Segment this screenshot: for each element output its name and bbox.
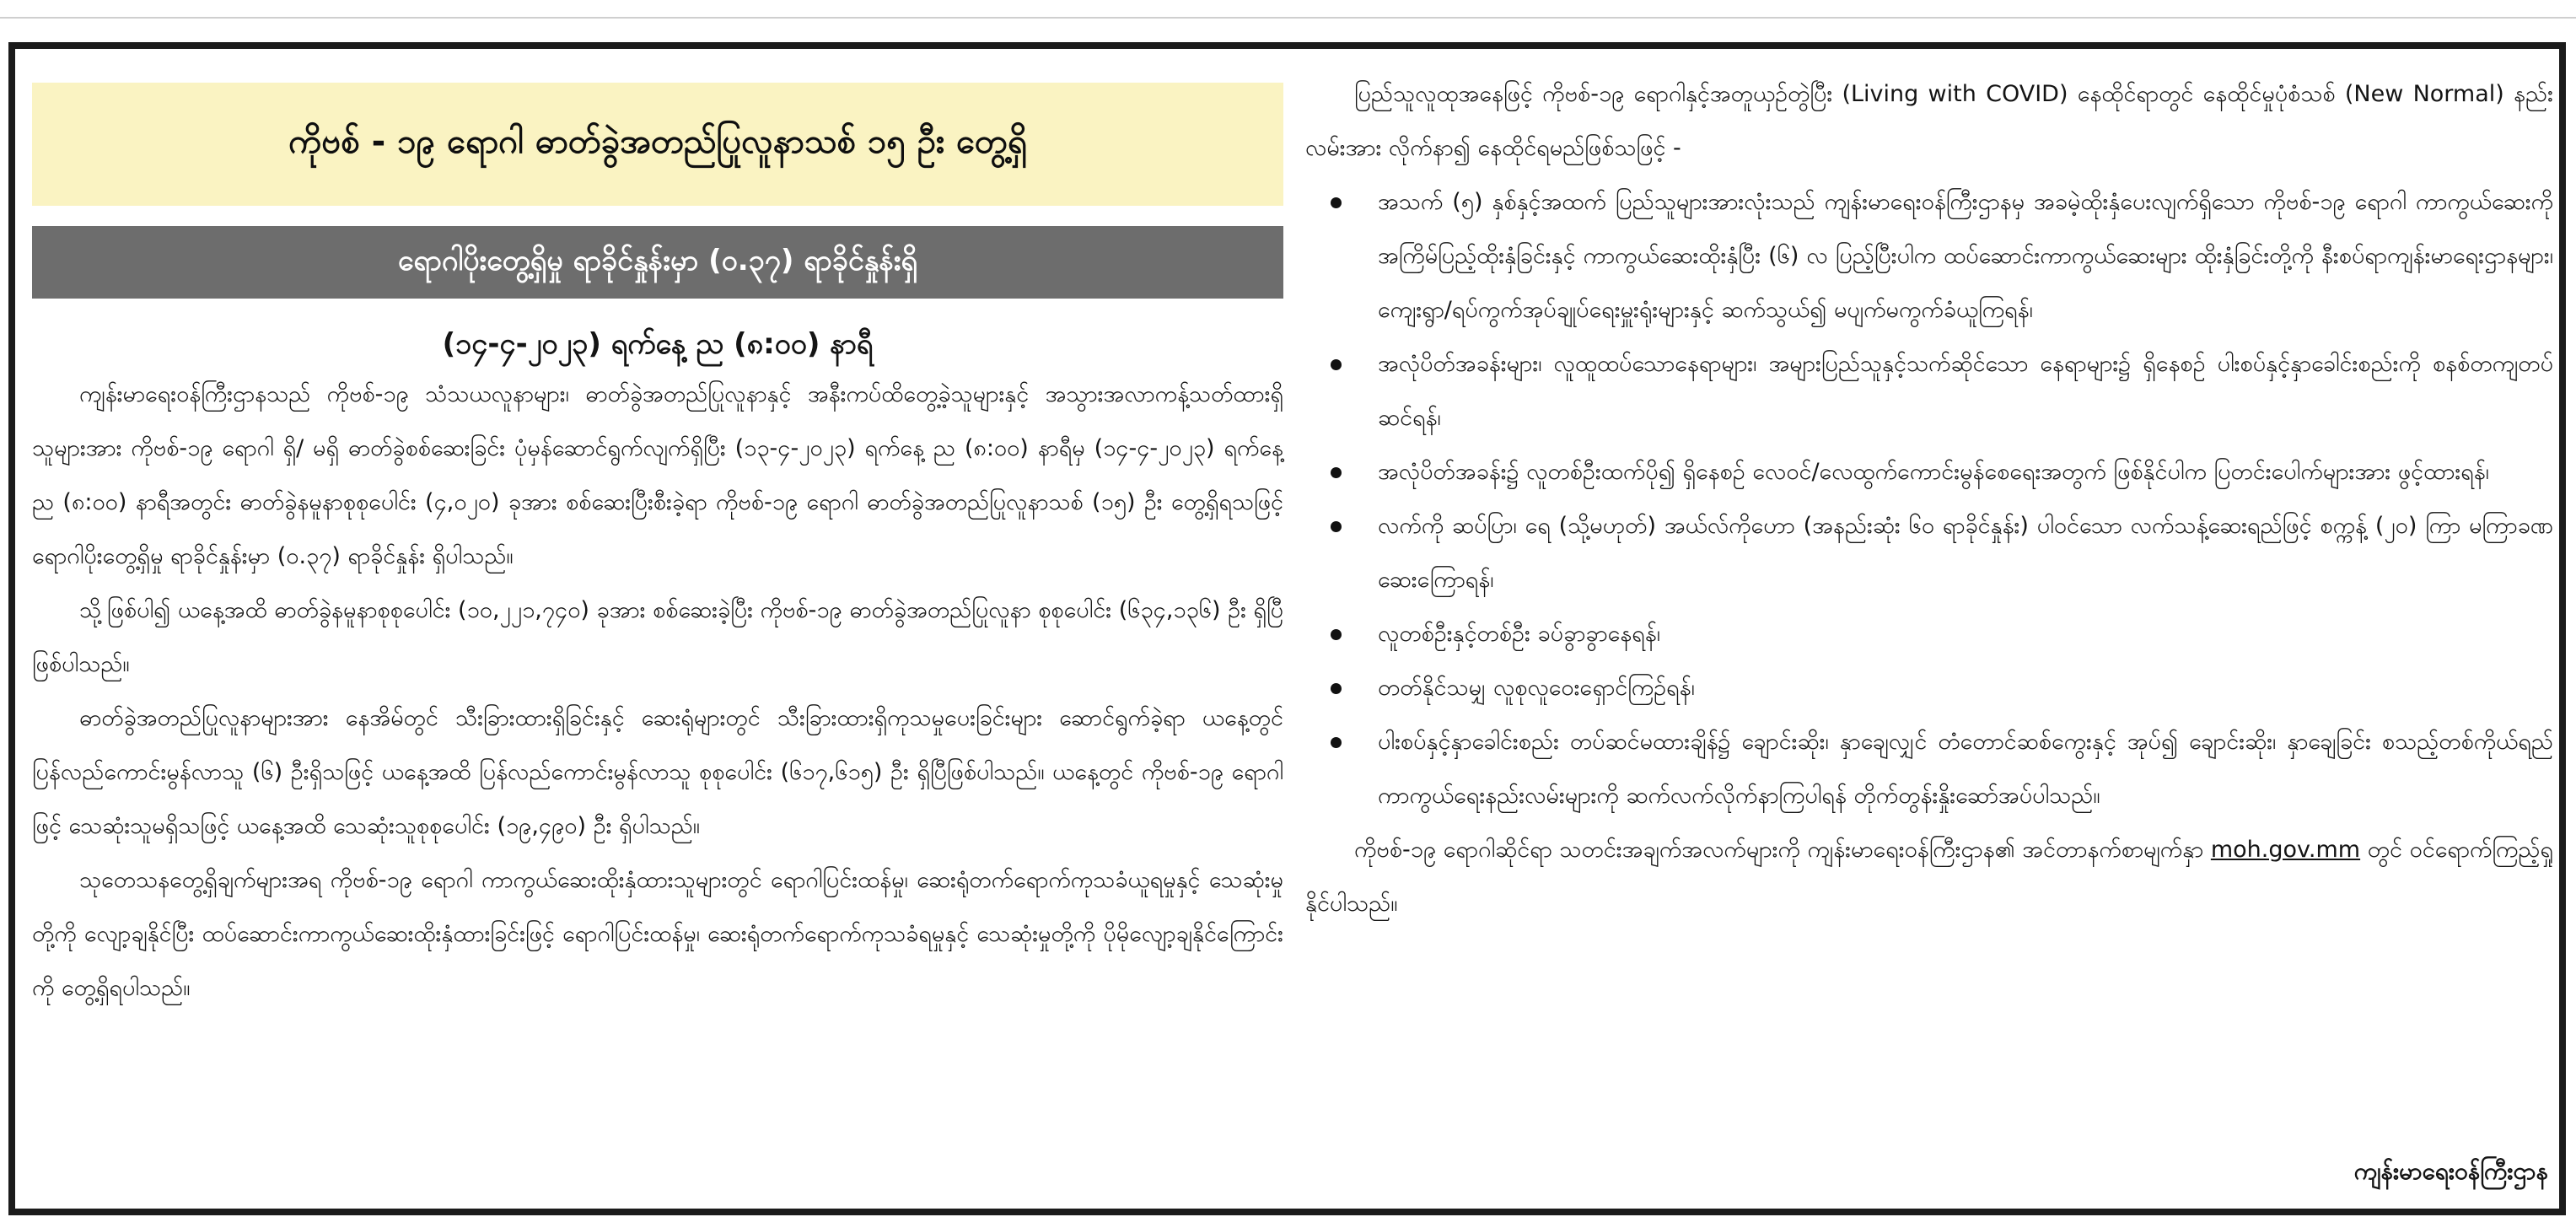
- list-item-text: လူတစ်ဦးနှင့်တစ်ဦး ခပ်ခွာခွာနေရန်၊: [1378, 621, 1660, 647]
- ministry-signature: ကျန်းမာရေးဝန်ကြီးဌာန: [2353, 1157, 2548, 1185]
- list-item: [1305, 715, 2553, 823]
- bullet-icon: [1331, 359, 1342, 370]
- list-item: [1305, 175, 2553, 337]
- bullet-icon: [1331, 521, 1342, 532]
- body-paragraph: ဓာတ်ခွဲအတည်ပြုလူနာများအား နေအိမ်တွင် သီးခြားထားရှိခြင်းနှင့် ဆေးရုံများတွင် သီးခြားထားရှိကုသမှုပေးခြင်းများ ဆောင်ရွက်ခဲ့ရာ ယနေ့တွင် ပြန်လည်ကောင်းမွန်လာသူ (၆) ဦးရှိသဖြင့် ယနေ့အထိ ပြန်လည်ကောင်းမွန်လာသူ စုစုပေါင်း (၆၁၇,၆၁၅) ဦး ရှိပြီဖြစ်ပါသည်။ ယနေ့တွင် ကိုဗစ်-၁၉ ရောဂါဖြင့် သေဆုံးသူမရှိသဖြင့် ယနေ့အထိ သေဆုံးသူစုစုပေါင်း (၁၉,၄၉၀) ဦး ရှိပါသည်။: [32, 705, 1283, 839]
- list-item: [1305, 445, 2553, 499]
- top-rule: [0, 17, 2576, 19]
- subheadline: ရောဂါပိုးတွေ့ရှိမှု ရာခိုင်နှုန်းမှာ (၀.၃၇) ရာခိုင်နှုန်းရှိ: [397, 243, 918, 277]
- bullet-icon: [1331, 629, 1342, 640]
- list-item-text: အလုံပိတ်အခန်းများ၊ လူထူထပ်သောနေရာများ၊ အများပြည်သူနှင့်သက်ဆိုင်သော နေရာများ၌ ရှိနေစဉ် ပါးစပ်နှင့်နှာခေါင်းစည်းကို စနစ်တကျတပ်ဆင်ရန်၊: [1378, 351, 2553, 431]
- body-paragraph: သို့ဖြစ်ပါ၍ ယနေ့အထိ ဓာတ်ခွဲနမူနာစုစုပေါင်း (၁၀,၂၂၁,၇၄၀) ခုအား စစ်ဆေးခဲ့ပြီး ကိုဗစ်-၁၉ ဓာတ်ခွဲအတည်ပြုလူနာ စုစုပေါင်း (၆၃၄,၁၃၆) ဦး ရှိပြီဖြစ်ပါသည်။: [32, 597, 1283, 677]
- list-item-text: အသက် (၅) နှစ်နှင့်အထက် ပြည်သူများအားလုံးသည် ကျန်းမာရေးဝန်ကြီးဌာနမှ အခမဲ့ထိုးနှံပေးလျက်ရှိသော ကိုဗစ်-၁၉ ရောဂါ ကာကွယ်ဆေးကို အကြိမ်ပြည့်ထိုးနှံခြင်းနှင့် ကာကွယ်ဆေးထိုးနှံပြီး (၆) လ ပြည့်ပြီးပါက ထပ်ဆောင်းကာကွယ်ဆေးများ ထိုးနှံခြင်းတို့ကို နီးစပ်ရာကျန်းမာရေးဌာနများ၊ ကျေးရွာ/ရပ်ကွက်အုပ်ချုပ်ရေးမှူးရုံးများနှင့် ဆက်သွယ်၍ မပျက်မကွက်ခံယူကြရန်၊: [1378, 189, 2553, 323]
- guideline-list: [1305, 175, 2553, 823]
- list-item-text: အလုံပိတ်အခန်း၌ လူတစ်ဦးထက်ပို၍ ရှိနေစဉ် လေဝင်/လေထွက်ကောင်းမွန်စေရေးအတွက် ဖြစ်နိုင်ပါက ပြတင်းပေါက်များအား ဖွင့်ထားရန်၊: [1378, 459, 2489, 485]
- list-item-text: ပါးစပ်နှင့်နှာခေါင်းစည်း တပ်ဆင်မထားချိန်၌ ချောင်းဆိုး၊ နှာချေလျှင် တံတောင်ဆစ်ကွေးနှင့် အုပ်၍ ချောင်းဆိုး၊ နှာချေခြင်း စသည့်တစ်ကိုယ်ရည်ကာကွယ်ရေးနည်းလမ်းများကို ဆက်လက်လိုက်နာကြပါရန် တိုက်တွန်းနှိုးဆော်အပ်ပါသည်။: [1378, 729, 2553, 809]
- list-item-text: တတ်နိုင်သမျှ လူစုလူဝေးရှောင်ကြဉ်ရန်၊: [1378, 675, 1695, 701]
- headline-banner: [32, 83, 1283, 206]
- ministry-website-link[interactable]: moh.gov.mm: [2210, 837, 2361, 863]
- right-column: [1305, 67, 2553, 1198]
- bullet-icon: [1331, 197, 1342, 208]
- list-item: [1305, 607, 2553, 661]
- list-item-text: လက်ကို ဆပ်ပြာ၊ ရေ (သို့မဟုတ်) အယ်လ်ကိုဟော (အနည်းဆုံး ၆၀ ရာခိုင်နှုန်း) ပါဝင်သော လက်သန့်ဆေးရည်ဖြင့် စက္ကန့် (၂၀) ကြာ မကြာခဏ ဆေးကြောရန်၊: [1378, 513, 2553, 593]
- closing-text: ကိုဗစ်-၁၉ ရောဂါဆိုင်ရာ သတင်းအချက်အလက်များကို ကျန်းမာရေးဝန်ကြီးဌာန၏ အင်တာနက်စာမျက်နှာ: [1354, 837, 2204, 863]
- body-paragraph: သုတေသနတွေ့ရှိချက်များအရ ကိုဗစ်-၁၉ ရောဂါ ကာကွယ်ဆေးထိုးနှံထားသူများတွင် ရောဂါပြင်းထန်မှု၊ ဆေးရုံတက်ရောက်ကုသခံယူရမှုနှင့် သေဆုံးမှုတို့ကို လျော့ချနိုင်ပြီး ထပ်ဆောင်းကာကွယ်ဆေးထိုးနှံထားခြင်းဖြင့် ရောဂါပြင်းထန်မှု၊ ဆေးရုံတက်ရောက်ကုသခံရမှုနှင့် သေဆုံးမှုတို့ကို ပိုမိုလျော့ချနိုင်ကြောင်းကို တွေ့ရှိရပါသည်။: [32, 867, 1283, 1001]
- news-article-frame: [8, 42, 2566, 1215]
- closing-tail: တွင် ဝင်ရောက်ကြည့်ရှုနိုင်ပါသည်။: [1305, 837, 2553, 917]
- dateline: (၁၄-၄-၂၀၂၃) ရက်နေ့ ည (၈:၀၀) နာရီ: [442, 327, 874, 361]
- headline: ကိုဗစ် - ၁၉ ရောဂါ ဓာတ်ခွဲအတည်ပြုလူနာသစ် ၁၅ ဦး တွေ့ရှိ: [288, 121, 1027, 161]
- bullet-icon: [1331, 467, 1342, 478]
- closing-paragraph: [1305, 823, 2553, 931]
- body-paragraph: ကျန်းမာရေးဝန်ကြီးဌာနသည် ကိုဗစ်-၁၉ သံသယလူနာများ၊ ဓာတ်ခွဲအတည်ပြုလူနာနှင့် အနီးကပ်ထိတွေ့ခဲ့သူများနှင့် အသွားအလာကန့်သတ်ထားရှိသူများအား ကိုဗစ်-၁၉ ရောဂါ ရှိ/ မရှိ ဓာတ်ခွဲစစ်ဆေးခြင်း ပုံမှန်ဆောင်ရွက်လျက်ရှိပြီး (၁၃-၄-၂၀၂၃) ရက်နေ့ ည (၈:၀၀) နာရီမှ (၁၄-၄-၂၀၂၃) ရက်နေ့ ည (၈:၀၀) နာရီအတွင်း ဓာတ်ခွဲနမူနာစုစုပေါင်း (၄,၀၂၀) ခုအား စစ်ဆေးပြီးစီးခဲ့ရာ ကိုဗစ်-၁၉ ရောဂါ ဓာတ်ခွဲအတည်ပြုလူနာသစ် (၁၅) ဦး တွေ့ရှိရသဖြင့် ရောဂါပိုးတွေ့ရှိမှု ရာခိုင်နှုန်းမှာ (၀.၃၇) ရာခိုင်နှုန်း ရှိပါသည်။: [32, 381, 1283, 569]
- bullet-icon: [1331, 683, 1342, 694]
- subheadline-banner: [32, 226, 1283, 299]
- bullet-icon: [1331, 737, 1342, 748]
- list-item: [1305, 661, 2553, 715]
- list-item: [1305, 499, 2553, 607]
- intro-paragraph: ပြည်သူလူထုအနေဖြင့် ကိုဗစ်-၁၉ ရောဂါနှင့်အတူယှဉ်တွဲပြီး (Living with COVID) နေထိုင်ရာတွင် နေထိုင်မှုပုံစံသစ် (New Normal) နည်းလမ်းအား လိုက်နာ၍ နေထိုင်ရမည်ဖြစ်သဖြင့် -: [1305, 81, 2553, 161]
- left-column: [32, 83, 1283, 1196]
- list-item: [1305, 337, 2553, 445]
